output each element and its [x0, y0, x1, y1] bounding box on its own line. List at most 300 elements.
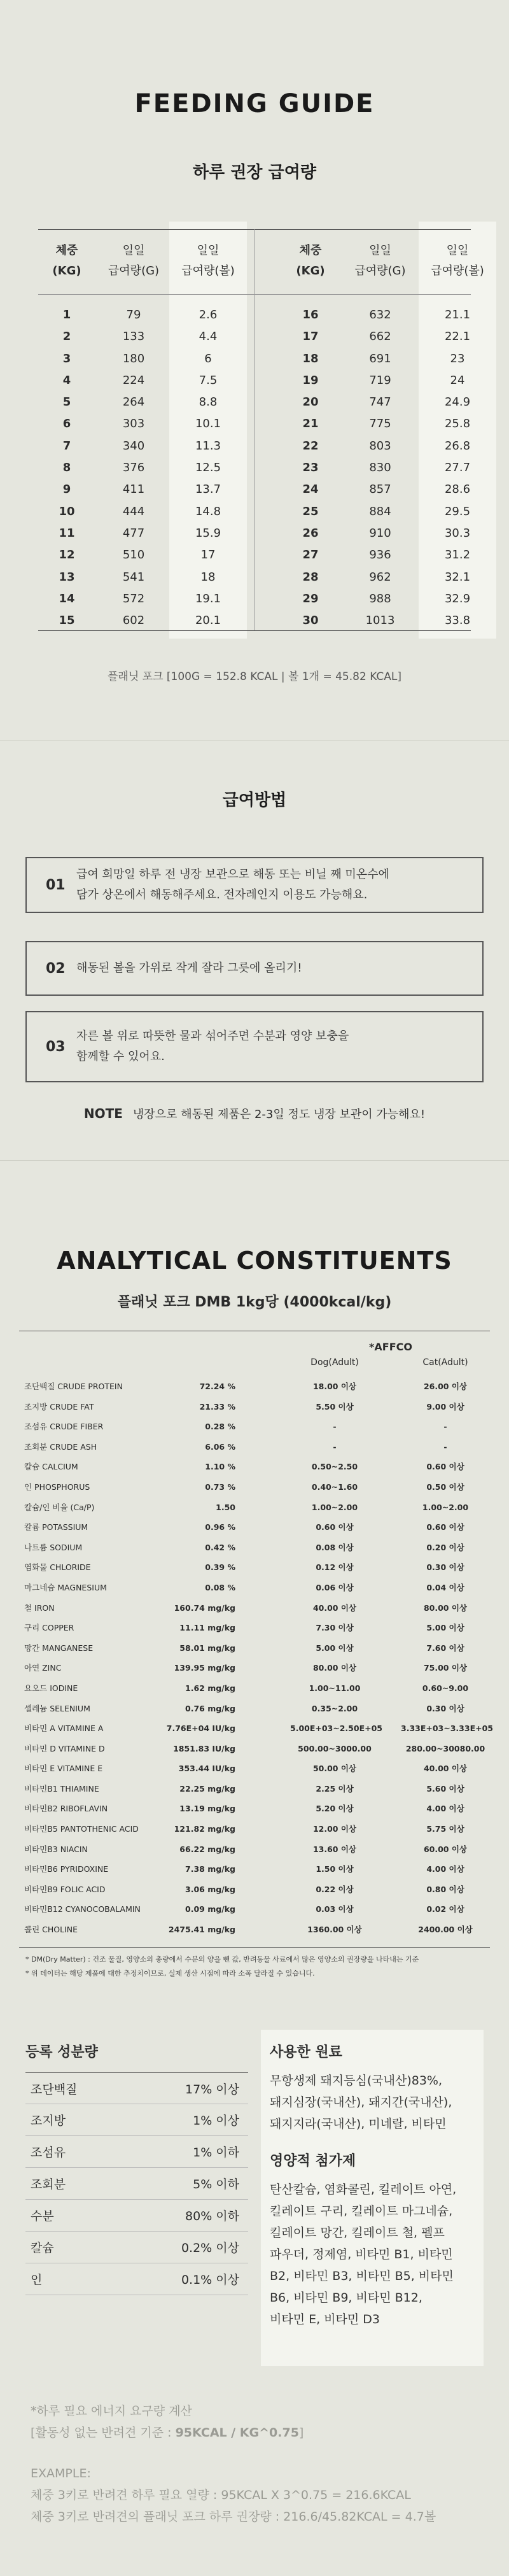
nutrient-value: 11.11 mg/kg [179, 1623, 235, 1633]
cat-requirement: 40.00 이상 [423, 1764, 468, 1774]
cat-requirement: - [443, 1441, 447, 1452]
table-row [38, 326, 471, 348]
table-row [19, 1920, 490, 1940]
dog-requirement: 1.00~11.00 [309, 1683, 361, 1693]
balls-cell: 14.8 [195, 504, 221, 518]
dog-requirement: 0.60 이상 [316, 1522, 354, 1532]
cat-requirement: 75.00 이상 [423, 1663, 468, 1673]
weight-cell: 27 [302, 548, 319, 562]
nutrient-name: 요오드 IODINE [24, 1683, 78, 1693]
weight-cell: 19 [302, 373, 319, 387]
balls-cell: 22.1 [444, 330, 471, 344]
nutrient-value: 7.38 mg/kg [185, 1864, 235, 1874]
dog-requirement: 5.00 이상 [316, 1643, 354, 1653]
cat-requirement: 3.33E+03~3.33E+05 [401, 1723, 493, 1734]
nutrient-name: 칼륨 POTASSIUM [24, 1522, 88, 1532]
balls-cell: 7.5 [199, 373, 218, 387]
header-grams: 일일 급여량(G) [354, 244, 406, 278]
nutrient-value: 1.10 % [205, 1462, 235, 1472]
nutrient-value: 21.33 % [199, 1401, 235, 1412]
table-row [19, 1739, 490, 1759]
table-row [19, 1879, 490, 1900]
weight-cell: 8 [62, 461, 71, 475]
balls-cell: 19.1 [195, 591, 221, 605]
grams-cell: 936 [369, 548, 391, 562]
table-row [38, 370, 471, 392]
component-amount: 0.2% 이상 [181, 2241, 239, 2255]
cat-requirement: 4.00 이상 [426, 1864, 464, 1874]
dog-requirement: 2.25 이상 [316, 1783, 354, 1794]
nutrient-value: 0.73 % [205, 1482, 235, 1492]
cat-requirement: 60.00 이상 [423, 1844, 468, 1854]
nutrient-value: 1851.83 IU/kg [173, 1743, 235, 1753]
balls-cell: 32.9 [444, 591, 471, 605]
table-row [19, 1718, 493, 1739]
nutrient-name: 구리 COPPER [24, 1623, 74, 1633]
nutrient-value: 0.76 mg/kg [185, 1703, 235, 1713]
table-row [38, 413, 471, 435]
table-row [38, 501, 471, 523]
dog-requirement: 1.50 이상 [316, 1864, 354, 1874]
table-row [19, 1417, 490, 1437]
header-balls: 일일 급여량(볼) [181, 244, 235, 278]
component-name: 칼슘 [31, 2241, 54, 2255]
cat-requirement: 0.80 이상 [426, 1884, 464, 1894]
grams-cell: 303 [122, 417, 145, 431]
balls-cell: 20.1 [195, 614, 221, 628]
nutrient-value: 121.82 mg/kg [174, 1824, 235, 1834]
balls-cell: 10.1 [195, 417, 221, 431]
nutrient-value: 0.42 % [205, 1542, 235, 1552]
additives-title: 영양적 첨가제 [270, 2153, 356, 2169]
registration-row [25, 2263, 248, 2295]
table-row [19, 1779, 490, 1799]
balls-cell: 2.6 [199, 308, 218, 322]
balls-cell: 18 [200, 570, 216, 584]
grams-cell: 541 [122, 570, 145, 584]
grams-cell: 803 [369, 439, 391, 453]
kcal-note: 플래닛 포크 [100G = 152.8 KCAL | 볼 1개 = 45.82 KCAL] [107, 670, 402, 683]
balls-cell: 8.8 [199, 395, 218, 409]
nutrient-name: 비타민B1 THIAMINE [24, 1783, 99, 1794]
note-label: NOTE [83, 1106, 123, 1121]
feeding-table [38, 210, 484, 656]
registration-row [25, 2232, 248, 2263]
nutrient-value: 0.28 % [205, 1422, 235, 1432]
nutrient-name: 비타민B2 RIBOFLAVIN [24, 1804, 108, 1814]
header-balls: 일일 급여량(볼) [431, 244, 484, 278]
weight-cell: 24 [302, 483, 319, 497]
nutrient-value: 72.24 % [199, 1382, 235, 1391]
table-row [38, 392, 471, 413]
nutrient-value: 0.09 mg/kg [185, 1904, 235, 1914]
weight-cell: 16 [302, 308, 319, 322]
nutrient-name: 나트륨 SODIUM [24, 1542, 83, 1552]
cat-requirement: 9.00 이상 [426, 1401, 464, 1412]
table-row [19, 1477, 490, 1497]
weight-cell: 12 [59, 548, 75, 562]
table-row [19, 1899, 490, 1920]
cat-requirement: 5.75 이상 [426, 1824, 464, 1834]
grams-cell: 884 [369, 504, 391, 518]
nutrient-name: 망간 MANGANESE [24, 1643, 94, 1653]
component-amount: 80% 이하 [185, 2209, 239, 2223]
table-row [19, 1517, 490, 1538]
raw-materials-box [261, 2030, 484, 2366]
component-amount: 17% 이상 [185, 2082, 239, 2097]
additives-text: 탄산칼슘, 염화콜린, 킬레이트 아연, 킬레이트 구리, 킬레이트 마그네슘, 킬레이트 망간, 킬레이트 철, 펠프 파우더, 정제염, 비타민 B1, 비타민 B2, 비타민 B3, 비타민 B5, 비타민 B6, 비타민 B9, 비타민 B12, 비타민 E, 비타민 D3 [270, 2183, 457, 2326]
dog-requirement: 13.60 이상 [312, 1844, 357, 1854]
page-title: FEEDING GUIDE [134, 89, 375, 118]
example-line: 체중 3키로 반려견의 플래닛 포크 하루 권장량 : 216.6/45.82KCAL = 4.7볼 [31, 2510, 436, 2524]
table-row [38, 523, 471, 544]
weight-cell: 22 [302, 439, 319, 453]
balls-cell: 17 [200, 548, 216, 562]
nutrient-name: 비타민 A VITAMINE A [24, 1723, 104, 1734]
component-amount: 1% 이하 [193, 2146, 239, 2160]
nutrient-name: 인 PHOSPHORUS [24, 1482, 90, 1492]
nutrient-value: 1.50 [216, 1502, 235, 1512]
table-row [38, 435, 471, 457]
balls-cell: 29.5 [444, 504, 471, 518]
cat-requirement: 7.60 이상 [426, 1643, 464, 1653]
table-row [19, 1376, 490, 1397]
table-row [19, 1578, 490, 1598]
balls-cell: 32.1 [444, 570, 471, 584]
nutrient-name: 마그네슘 MAGNESIUM [24, 1582, 107, 1592]
table-row [19, 1678, 490, 1699]
dog-requirement: 40.00 이상 [312, 1603, 357, 1613]
cat-requirement: 26.00 이상 [423, 1382, 468, 1391]
balls-cell: 23 [450, 351, 465, 365]
constituents-subtitle: 플래닛 포크 DMB 1kg당 (4000kcal/kg) [117, 1294, 392, 1310]
nutrient-name: 비타민B9 FOLIC ACID [24, 1884, 106, 1894]
grams-cell: 632 [369, 308, 391, 322]
table-row [19, 1819, 490, 1839]
nutrient-value: 6.06 % [205, 1441, 235, 1452]
balls-cell: 28.6 [444, 483, 471, 497]
balls-cell: 24 [450, 373, 465, 387]
registration-row [25, 2072, 248, 2104]
formula-value: 95KCAL / KG^0.75 [175, 2426, 299, 2440]
cat-requirement: 0.60 이상 [426, 1462, 464, 1472]
step-text: 해동된 볼을 가위로 작게 잘라 그릇에 올리기! [76, 961, 302, 975]
grams-cell: 133 [122, 330, 145, 344]
table-row [19, 1759, 490, 1779]
nutrient-name: 조지방 CRUDE FAT [24, 1401, 94, 1412]
cat-requirement: 0.60~9.00 [422, 1683, 469, 1693]
grams-cell: 775 [369, 417, 391, 431]
dog-requirement: 0.03 이상 [316, 1904, 354, 1914]
nutrient-name: 비타민 D VITAMINE D [24, 1743, 105, 1753]
table-row [38, 304, 471, 326]
balls-cell: 6 [204, 351, 212, 365]
component-name: 조회분 [31, 2177, 66, 2191]
weight-cell: 17 [302, 330, 319, 344]
method-title: 급여방법 [222, 791, 287, 810]
weight-cell: 1 [62, 308, 71, 322]
table-row [38, 588, 471, 610]
nutrient-value: 13.19 mg/kg [179, 1804, 235, 1814]
table-row [19, 1538, 490, 1558]
table-row [19, 1557, 490, 1578]
grams-cell: 510 [122, 548, 145, 562]
weight-cell: 20 [302, 395, 319, 409]
table-row [38, 457, 471, 479]
component-name: 조섬유 [31, 2146, 66, 2160]
dog-requirement: 0.50~2.50 [311, 1462, 358, 1472]
nutrient-name: 비타민B3 NIACIN [24, 1844, 88, 1854]
feeding-rows [38, 304, 471, 632]
component-name: 조단백질 [31, 2082, 78, 2097]
nutrient-value: 58.01 mg/kg [179, 1643, 235, 1653]
cat-requirement: 0.30 이상 [426, 1562, 464, 1573]
dog-requirement: 7.30 이상 [316, 1623, 354, 1633]
constituents-title: ANALYTICAL CONSTITUENTS [57, 1247, 452, 1275]
weight-cell: 25 [302, 504, 319, 518]
balls-cell: 33.8 [444, 614, 471, 628]
nutrient-name: 비타민B5 PANTOTHENIC ACID [24, 1824, 139, 1834]
affco-label: *AFFCO [369, 1341, 412, 1353]
step-text: 자른 볼 위로 따뜻한 물과 섞어주면 수분과 영양 보충을 함께할 수 있어요. [76, 1030, 349, 1063]
dog-requirement: 50.00 이상 [312, 1764, 357, 1774]
cat-requirement: 1.00~2.00 [422, 1502, 469, 1512]
step-card [25, 941, 484, 996]
cat-requirement: 80.00 이상 [423, 1603, 468, 1613]
grams-cell: 962 [369, 570, 391, 584]
dog-requirement: 0.35~2.00 [311, 1703, 358, 1713]
balls-cell: 12.5 [195, 461, 221, 475]
cat-requirement: 0.50 이상 [426, 1482, 464, 1492]
dog-requirement: 0.12 이상 [316, 1562, 354, 1573]
dog-requirement: 0.40~1.60 [311, 1482, 358, 1492]
nutrient-value: 2475.41 mg/kg [168, 1925, 235, 1935]
nutrient-name: 조단백질 CRUDE PROTEIN [24, 1382, 123, 1391]
dog-requirement: 1360.00 이상 [307, 1925, 362, 1935]
dog-requirement: 0.08 이상 [316, 1542, 354, 1552]
nutrient-value: 139.95 mg/kg [174, 1663, 235, 1673]
nutrient-name: 비타민B6 PYRIDOXINE [24, 1864, 109, 1874]
weight-cell: 6 [62, 417, 71, 431]
table-row [19, 1799, 490, 1819]
nutrient-name: 비타민 E VITAMINE E [24, 1764, 103, 1774]
calc-formula [31, 2422, 489, 2444]
grams-cell: 910 [369, 526, 391, 540]
cat-requirement: 5.00 이상 [426, 1623, 464, 1633]
nutrient-name: 칼슘 CALCIUM [24, 1462, 78, 1472]
formula-suffix: ] [298, 2426, 304, 2440]
grams-cell: 444 [122, 504, 145, 518]
grams-cell: 691 [369, 351, 391, 365]
cat-requirement: 280.00~30080.00 [405, 1743, 485, 1753]
grams-cell: 988 [369, 591, 391, 605]
grams-cell: 79 [126, 308, 141, 322]
table-row [38, 348, 471, 370]
table-row [19, 1497, 490, 1518]
step-card [25, 857, 484, 913]
table-row [19, 1457, 490, 1477]
grams-cell: 340 [122, 439, 145, 453]
component-name: 인 [31, 2273, 43, 2287]
header-grams: 일일 급여량(G) [108, 244, 160, 278]
footnote-line: * DM(Dry Matter) : 건조 물질, 영양소의 총량에서 수분의 양을 뺀 값, 반려동물 사료에서 많은 영양소의 권장량을 나타내는 기준 [25, 1955, 419, 1964]
dog-requirement: - [333, 1441, 337, 1452]
registration-table [25, 2041, 248, 2295]
note-text: 냉장으로 해동된 제품은 2-3일 정도 냉장 보관이 가능해요! [132, 1108, 426, 1121]
registration-row [25, 2168, 248, 2200]
weight-cell: 11 [59, 526, 75, 540]
raw-materials-text: 무항생제 돼지등심(국내산)83%, 돼지심장(국내산), 돼지간(국내산), 돼지지라(국내산), 미네랄, 비타민 [270, 2074, 452, 2131]
nutrient-name: 아연 ZINC [24, 1663, 62, 1673]
calc-title: *하루 필요 에너지 요구량 계산 [31, 2404, 192, 2418]
table-row [38, 567, 471, 588]
component-name: 조지방 [31, 2114, 66, 2128]
nutrient-name: 철 IRON [24, 1603, 55, 1613]
nutrient-name: 칼슘/인 비율 (Ca/P) [24, 1502, 95, 1512]
raw-materials-title: 사용한 원료 [270, 2044, 342, 2060]
component-name: 수분 [31, 2209, 54, 2223]
cat-header: Cat(Adult) [422, 1357, 468, 1368]
example-line: 체중 3키로 반려견 하루 필요 열량 : 95KCAL X 3^0.75 = 216.6KCAL [31, 2488, 411, 2502]
dog-requirement: 500.00~3000.00 [298, 1743, 372, 1753]
table-row [38, 544, 471, 566]
nutrient-value: 0.96 % [205, 1522, 235, 1532]
grams-cell: 830 [369, 461, 391, 475]
table-row [19, 1618, 490, 1638]
weight-cell: 28 [302, 570, 319, 584]
header-kg: 체중 (KG) [52, 244, 81, 278]
nutrient-name: 콜린 CHOLINE [24, 1925, 78, 1935]
grams-cell: 719 [369, 373, 391, 387]
divider [19, 1947, 490, 1948]
grams-cell: 572 [122, 591, 145, 605]
note [0, 1105, 509, 1122]
weight-cell: 13 [59, 570, 75, 584]
balls-cell: 25.8 [444, 417, 471, 431]
weight-cell: 23 [302, 461, 319, 475]
step-number: 03 [46, 1038, 66, 1055]
weight-cell: 29 [302, 591, 319, 605]
weight-cell: 18 [302, 351, 319, 365]
weight-cell: 4 [62, 373, 71, 387]
divider [0, 1160, 509, 1161]
grams-cell: 411 [122, 483, 145, 497]
nutrient-value: 353.44 IU/kg [178, 1764, 235, 1774]
weight-cell: 9 [62, 483, 71, 497]
cat-requirement: 0.20 이상 [426, 1542, 464, 1552]
nutrient-name: 조섬유 CRUDE FIBER [24, 1422, 104, 1432]
balls-cell: 21.1 [444, 308, 471, 322]
nutrient-value: 22.25 mg/kg [179, 1783, 235, 1794]
grams-cell: 180 [122, 351, 145, 365]
nutrient-value: 7.76E+04 IU/kg [166, 1723, 235, 1734]
cat-requirement: 4.00 이상 [426, 1804, 464, 1814]
registration-row [25, 2104, 248, 2136]
nutrient-name: 염화물 CHLORIDE [24, 1562, 91, 1573]
balls-cell: 26.8 [444, 439, 471, 453]
nutrient-value: 0.08 % [205, 1582, 235, 1592]
grams-cell: 477 [122, 526, 145, 540]
balls-cell: 30.3 [444, 526, 471, 540]
balls-cell: 27.7 [444, 461, 471, 475]
weight-cell: 10 [59, 504, 75, 518]
table-row [19, 1658, 490, 1678]
cat-requirement: 0.60 이상 [426, 1522, 464, 1532]
grams-cell: 662 [369, 330, 391, 344]
grams-cell: 747 [369, 395, 391, 409]
step-card [25, 1011, 484, 1082]
step-text: 급여 희망일 하루 전 냉장 보관으로 해동 또는 비닐 째 미온수에 담가 상온에서 해동해주세요. 전자레인지 이용도 가능해요. [76, 868, 389, 902]
grams-cell: 224 [122, 373, 145, 387]
cat-requirement: 0.30 이상 [426, 1703, 464, 1713]
constituents-table [19, 1331, 493, 1955]
nutrient-value: 3.06 mg/kg [185, 1884, 235, 1894]
table-row [19, 1598, 490, 1618]
nutrient-name: 조회분 CRUDE ASH [24, 1441, 97, 1452]
registration-row [25, 2136, 248, 2168]
nutrient-name: 셀레늄 SELENIUM [24, 1703, 90, 1713]
weight-cell: 2 [62, 330, 71, 344]
grams-cell: 1013 [365, 614, 395, 628]
balls-cell: 11.3 [195, 439, 221, 453]
component-amount: 0.1% 이상 [181, 2273, 239, 2287]
dog-requirement: 0.22 이상 [316, 1884, 354, 1894]
grams-cell: 602 [122, 614, 145, 628]
dog-requirement: 5.20 이상 [316, 1804, 354, 1814]
weight-cell: 21 [302, 417, 319, 431]
table-row [19, 1638, 490, 1659]
grams-cell: 857 [369, 483, 391, 497]
registration-row [25, 2200, 248, 2232]
dog-header: Dog(Adult) [310, 1357, 359, 1368]
dog-requirement: 1.00~2.00 [311, 1502, 358, 1512]
cat-requirement: 0.02 이상 [426, 1904, 464, 1914]
nutrient-value: 0.39 % [205, 1562, 235, 1573]
dog-requirement: - [333, 1422, 337, 1432]
table-row [19, 1699, 490, 1719]
constituents-footnote [25, 1953, 484, 1981]
nutrient-name: 비타민B12 CYANOCOBALAMIN [24, 1904, 141, 1914]
grams-cell: 264 [122, 395, 145, 409]
formula-prefix: [활동성 없는 반려견 기준 : [31, 2426, 176, 2440]
weight-cell: 15 [59, 614, 75, 628]
balls-cell: 4.4 [199, 330, 218, 344]
component-amount: 1% 이상 [193, 2114, 239, 2128]
footnote-line: * 위 데이터는 해당 제품에 대한 추정치이므로, 실제 생산 시점에 따라 소폭 달라질 수 있습니다. [25, 1969, 315, 1978]
registration-title: 등록 성분량 [25, 2044, 98, 2060]
cat-requirement: 0.04 이상 [426, 1582, 464, 1592]
header-kg: 체중 (KG) [296, 244, 325, 278]
dog-requirement: 5.50 이상 [316, 1401, 354, 1412]
table-row [38, 479, 471, 500]
constituent-rows [19, 1376, 493, 1940]
dog-requirement: 0.06 이상 [316, 1582, 354, 1592]
weight-cell: 14 [59, 591, 75, 605]
table-row [38, 610, 471, 632]
weight-cell: 26 [302, 526, 319, 540]
table-row [19, 1839, 490, 1860]
energy-calc [31, 2400, 489, 2528]
nutrient-value: 160.74 mg/kg [174, 1603, 235, 1613]
table-row [19, 1859, 490, 1879]
section-subtitle: 하루 권장 급여량 [193, 163, 316, 182]
step-number: 02 [46, 960, 66, 977]
dog-requirement: 5.00E+03~2.50E+05 [290, 1723, 382, 1734]
balls-cell: 24.9 [444, 395, 471, 409]
component-amount: 5% 이하 [193, 2177, 239, 2191]
balls-cell: 13.7 [195, 483, 221, 497]
example-label: EXAMPLE: [31, 2466, 91, 2480]
